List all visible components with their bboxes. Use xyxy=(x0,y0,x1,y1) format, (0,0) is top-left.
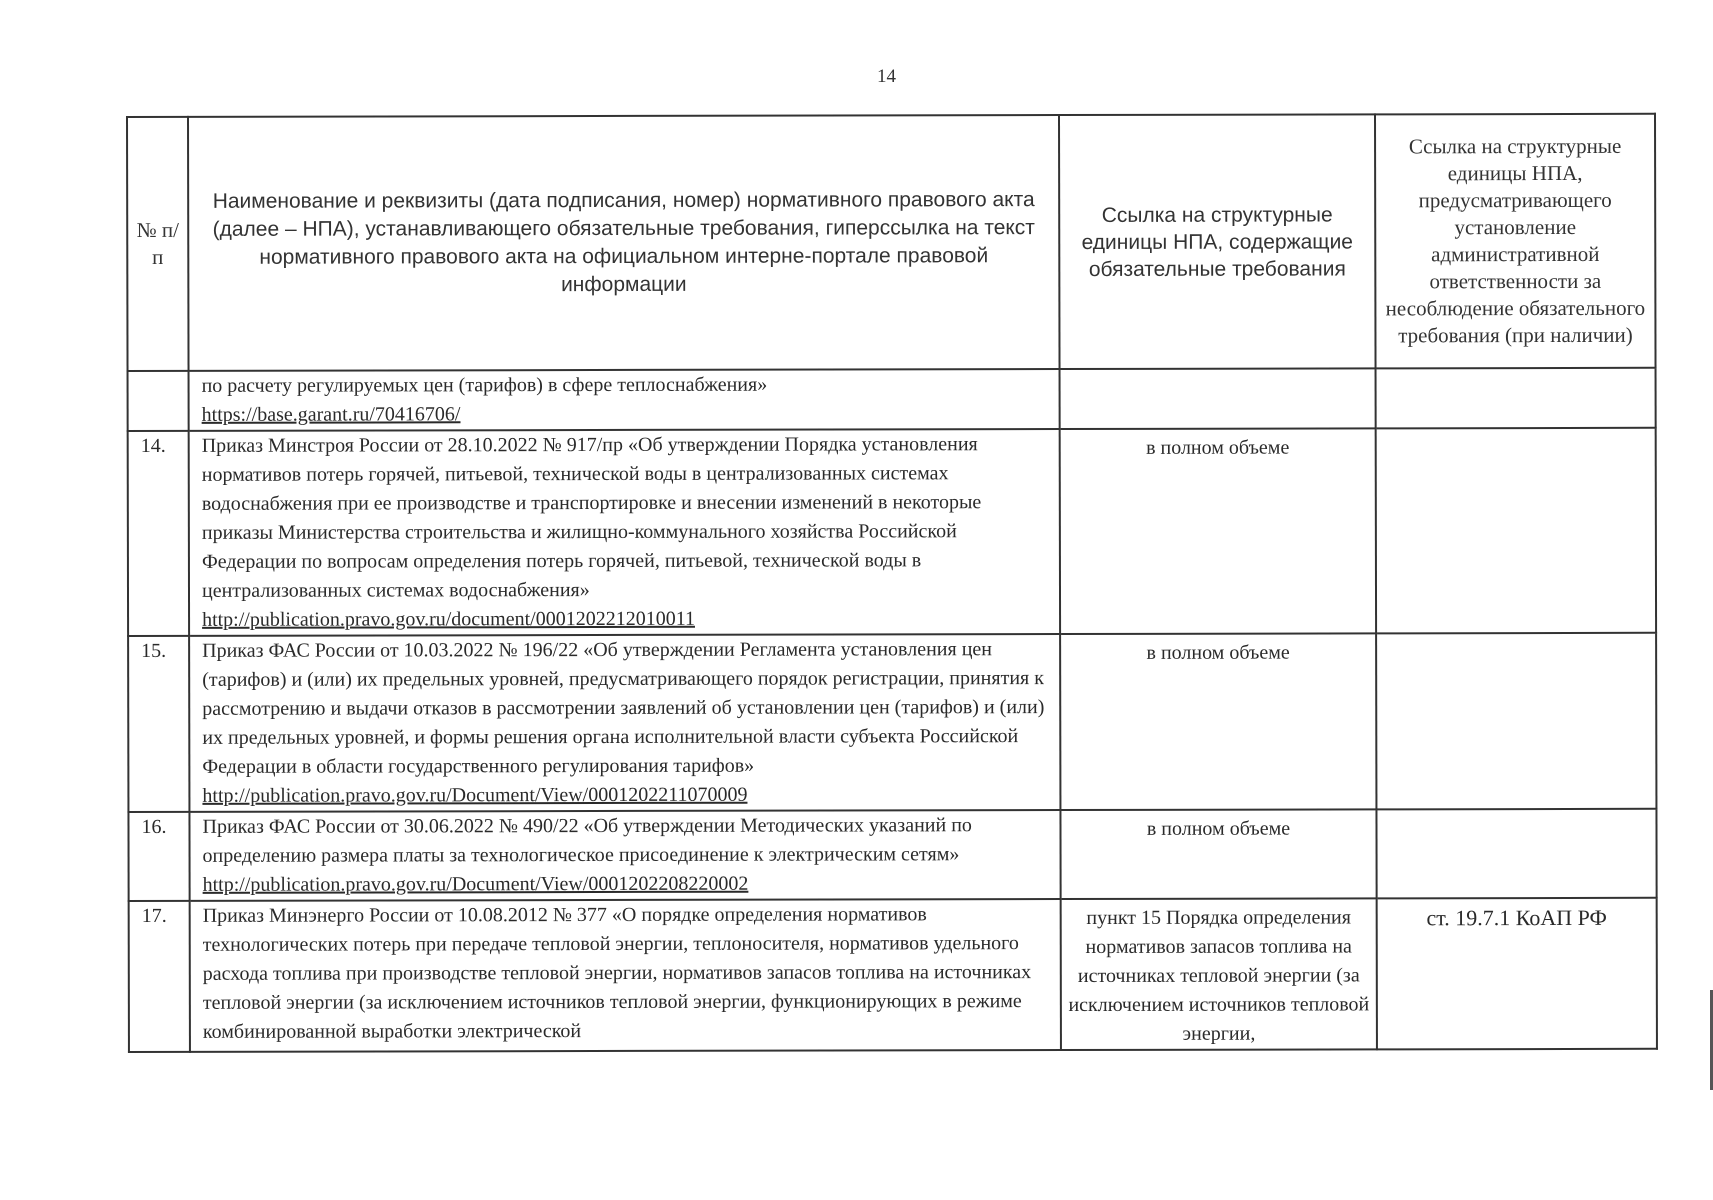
table-row xyxy=(128,428,1656,636)
row-number: 16. xyxy=(128,812,189,901)
document-text: Приказ ФАС России от 10.03.2022 № 196/22 «Об утверждении Регламента установления цен (тарифов) и (или) их предельных уровней, предусматривающего порядок регистрации, принятия к рассмотрению и выдачи отказов в рассмотрении заявлений об установлении цен (тарифов) и (или) их предельных уровней, и формы решения органа исполнительной власти субъекта Российской Федерации в области государственного регулирования тарифов» xyxy=(202,638,1045,778)
document-text: по расчету регулируемых цен (тарифов) в сфере теплоснабжения» xyxy=(201,373,768,397)
row-requirements: в полном объеме xyxy=(1060,809,1376,899)
row-requirements: в полном объеме xyxy=(1060,428,1376,634)
table-header-row xyxy=(127,114,1656,371)
document-link[interactable]: https://base.garant.ru/70416706/ xyxy=(201,403,461,426)
document-text: Приказ Минстроя России от 28.10.2022 № 917/пр «Об утверждении Порядка установления нормативов потерь горячей, питьевой, технической воды в централизованных системах водоснабжения при ее производстве и транспортировке и внесении изменений в некоторые приказы Министерства строительства и жилищно-коммунального хозяйства Российской Федерации по вопросам определения потерь горячей, питьевой, технической воды в централизованных системах водоснабжения» xyxy=(201,433,982,602)
header-requirements-link: Ссылка на структурные единицы НПА, содержащие обязательные требования xyxy=(1059,114,1376,369)
row-number: 15. xyxy=(128,636,189,812)
document-text: Приказ ФАС России от 30.06.2022 № 490/22 «Об утверждении Методических указаний по определению размера платы за технологическое присоединение к электрическим сетям» xyxy=(202,814,972,867)
table-row xyxy=(128,633,1656,812)
header-number: № п/п xyxy=(127,117,189,371)
document-link[interactable]: http://publication.pravo.gov.ru/document/0001202212010011 xyxy=(202,607,695,631)
header-document-name: Наименование и реквизиты (дата подписания, номер) нормативного правового акта (далее – НПА), устанавливающего обязательные требования, гиперссылка на текст нормативного правового акта на официальном интерне-портале правовой информации xyxy=(188,115,1060,371)
header-responsibility-link: Ссылка на структурные единицы НПА, предусматривающего установление административной ответственности за несоблюдение обязательного требования (при наличии) xyxy=(1375,114,1656,369)
row-requirements xyxy=(1060,368,1376,429)
row-number: 14. xyxy=(128,431,189,636)
page-number: 14 xyxy=(877,66,896,87)
table-row xyxy=(128,368,1656,431)
row-responsibility xyxy=(1376,428,1656,634)
document-text: Приказ Минэнерго России от 10.08.2012 № 377 «О порядке определения нормативов технологических потерь при передаче тепловой энергии, теплоносителя, нормативов удельного расхода топлива при производстве тепловой энергии, нормативов запасов топлива на источниках тепловой энергии (за исключением источников тепловой энергии, функционирующих в режиме комбинированной выработки электрической xyxy=(202,903,1032,1043)
row-document xyxy=(189,634,1060,812)
requirements-table xyxy=(126,113,1658,1053)
row-document xyxy=(189,810,1060,901)
row-number: 17. xyxy=(129,901,190,1052)
document-link[interactable]: http://publication.pravo.gov.ru/Document/View/0001202211070009 xyxy=(202,783,748,807)
row-requirements: пункт 15 Порядка определения нормативов запасов топлива на источниках тепловой энергии (за исключением источников тепловой энергии, xyxy=(1061,898,1377,1050)
row-document xyxy=(189,429,1060,636)
row-document xyxy=(190,899,1061,1052)
table-row xyxy=(129,898,1657,1052)
table-row xyxy=(128,809,1656,901)
row-requirements: в полном объеме xyxy=(1060,633,1376,810)
row-number xyxy=(128,371,189,431)
row-responsibility xyxy=(1376,633,1656,810)
row-document xyxy=(189,369,1060,431)
row-responsibility: ст. 19.7.1 КоАП РФ xyxy=(1377,898,1657,1050)
row-responsibility xyxy=(1376,809,1656,899)
row-responsibility xyxy=(1376,368,1656,429)
document-link[interactable]: http://publication.pravo.gov.ru/Document/View/0001202208220002 xyxy=(202,872,749,896)
